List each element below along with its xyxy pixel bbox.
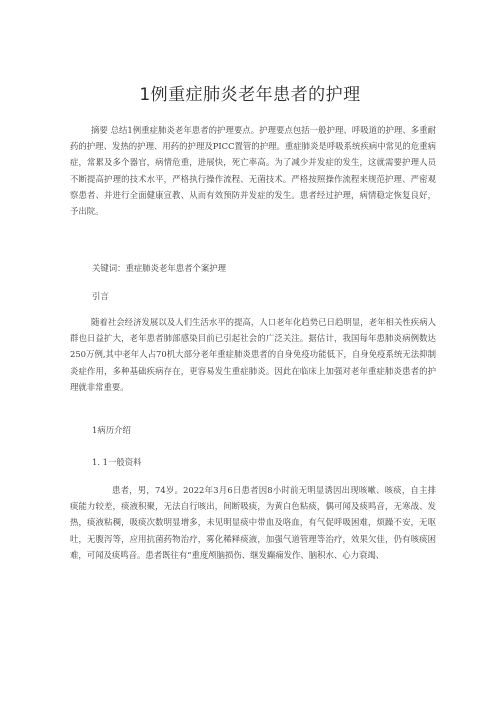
section-1-1-heading: 1. 1一般资料 [92, 457, 142, 467]
case-paragraph: 患者，男，74岁。2022年3月6日患者因8小时前无明显诱因出现咳嗽、咳痰，自主排痰能力较差，痰液积聚，无法自行咳出，间断吸痰，为黄白色粘痰，偶可闻及痰鸣音，无寒战、发热，痰液粘稠，吸痰次数明显增多，未见明显痰中带血及咯血，有气促呼吸困难，烦躁不安，无呕吐，无腹泻等，应用抗菌药物治疗，雾化稀释痰液，加强气道管理等治疗，效果欠佳，仍有咳痰困难，可闻及痰鸣音。患者既往有“重度颅脑损伤、继发癫痫发作、脑积水、心力衰竭、 [70, 485, 436, 560]
abstract-paragraph [70, 122, 436, 219]
intro-heading: 引言 [92, 291, 109, 301]
intro-paragraph: 随着社会经济发展以及人们生活水平的提高，人口老年化趋势已日趋明显，老年相关性疾病人群也日益扩大，老年患者肺部感染目前已引起社会的广泛关注。据估计，我国每年患肺炎病例数达250万例,其中老年人占70机大部分老年重症肺炎患者的自身免疫功能低下，自身免疫系统无法抑制炎症作用，多种基础疾病存在，更容易发生重症肺炎。因此在临床上加强对老年重症肺炎患者的护理就非常重要。 [70, 317, 436, 392]
abstract-text: 总结1例重症肺炎老年患者的护理要点。护理要点包括一般护理、呼吸道的护理、多重耐药的护理、发热的护理、用药的护理及PICC置管的护理。重症肺炎是呼吸系统疾病中常见的危重病症，常累及多个器官，病情危重，进展快，死亡率高。为了减少并发症的发生，这就需要护理人员不断提高护理的技术水平，严格执行操作流程、无菌技术。严格按照操作流程来规范护理、严密观察患者、并进行全面健康宣教、从而有效预防并发症的发生。患者经过护理，病情稳定恢复良好，予出院。 [70, 125, 437, 217]
section-1-heading: 1病历介绍 [92, 425, 131, 435]
document-title: 1例重症肺炎老年患者的护理 [139, 85, 361, 105]
abstract-label: 摘要 [91, 125, 108, 135]
keywords-line: 关键词：重症肺炎老年患者个案护理 [92, 263, 226, 273]
